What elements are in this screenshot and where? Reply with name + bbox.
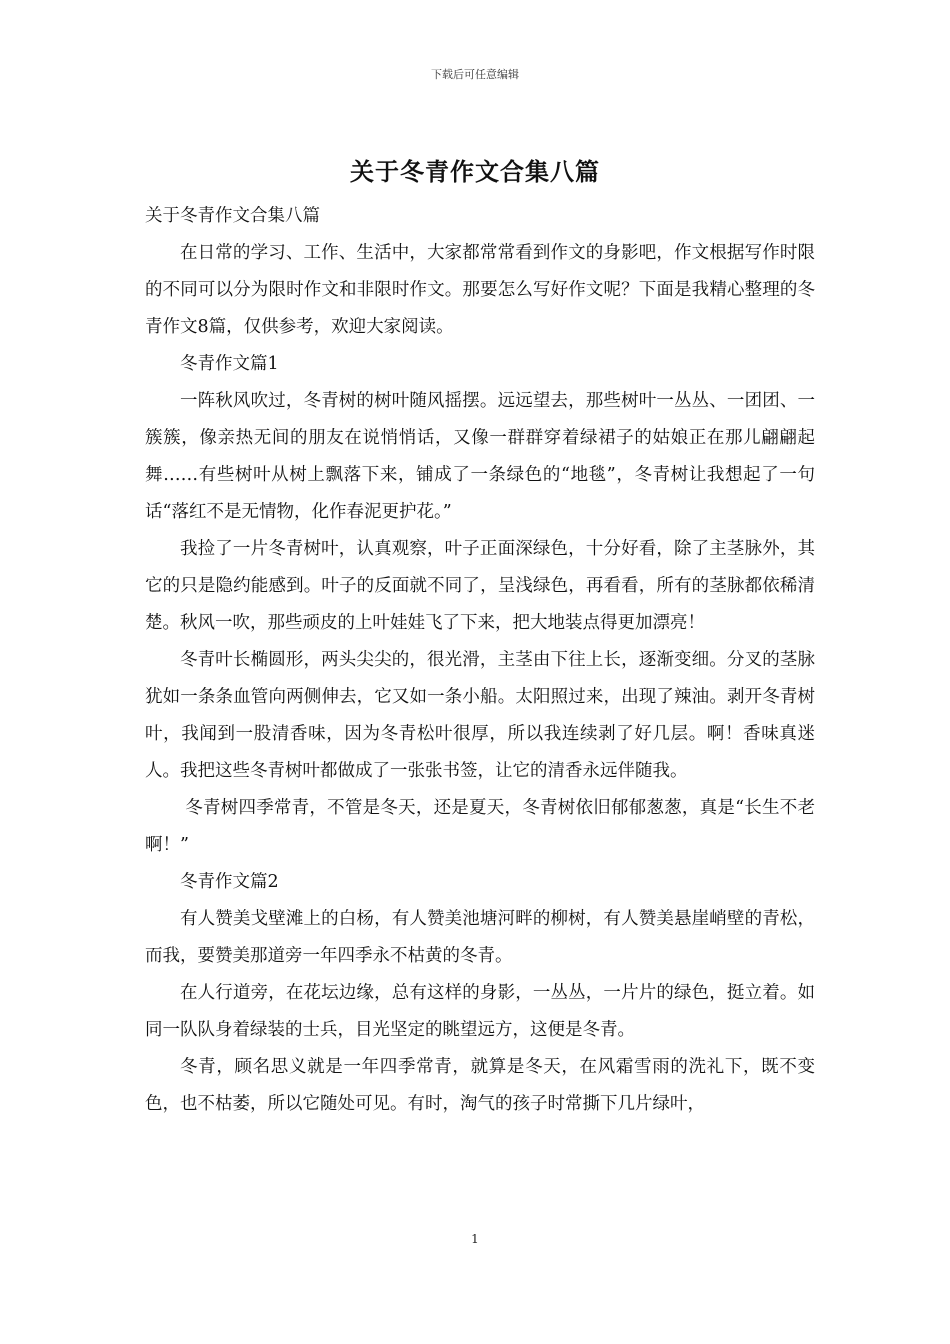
- page-header-note: 下载后可任意编辑: [431, 68, 519, 81]
- section-heading-1: 冬青作文篇1: [180, 354, 279, 374]
- document-title: 关于冬青作文合集八篇: [350, 157, 600, 186]
- section-1-paragraph-1: 一阵秋风吹过，冬青树的树叶随风摇摆。远远望去，那些树叶一丛丛、一团团、一簇簇，像亲热无间的朋友在说悄悄话，又像一群群穿着绿裙子的姑娘正在那儿翩翩起舞……有些树叶从树上飘落下来，铺成了一条绿色的“地毯”，冬青树让我想起了一句话“落红不是无情物，化作春泥更护花。”: [145, 391, 815, 522]
- document-subtitle: 关于冬青作文合集八篇: [145, 206, 320, 226]
- section-1-paragraph-2: 我捡了一片冬青树叶，认真观察，叶子正面深绿色，十分好看，除了主茎脉外，其它的只是隐约能感到。叶子的反面就不同了，呈浅绿色，再看看，所有的茎脉都依稀清楚。秋风一吹，那些顽皮的上叶娃娃飞了下来，把大地装点得更加漂亮！: [145, 539, 815, 633]
- section-2-paragraph-2: 在人行道旁，在花坛边缘，总有这样的身影，一丛丛，一片片的绿色，挺立着。如同一队队身着绿装的士兵，目光坚定的眺望远方，这便是冬青。: [145, 983, 815, 1040]
- intro-paragraph: 在日常的学习、工作、生活中，大家都常常看到作文的身影吧，作文根据写作时限的不同可以分为限时作文和非限时作文。那要怎么写好作文呢？下面是我精心整理的冬青作文8篇，仅供参考，欢迎大家阅读。: [145, 243, 815, 337]
- section-2-paragraph-1: 有人赞美戈壁滩上的白杨，有人赞美池塘河畔的柳树，有人赞美悬崖峭壁的青松，而我，要赞美那道旁一年四季永不枯黄的冬青。: [145, 909, 815, 966]
- section-heading-2: 冬青作文篇2: [180, 872, 279, 892]
- section-1-paragraph-4: 冬青树四季常青，不管是冬天，还是夏天，冬青树依旧郁郁葱葱，真是“长生不老啊！”: [145, 798, 815, 855]
- page-number: 1: [471, 1232, 479, 1246]
- document-body: [145, 198, 815, 1123]
- section-2-paragraph-3: 冬青，顾名思义就是一年四季常青，就算是冬天，在风霜雪雨的洗礼下，既不变色，也不枯萎，所以它随处可见。有时，淘气的孩子时常撕下几片绿叶，: [145, 1057, 815, 1114]
- section-1-paragraph-3: 冬青叶长椭圆形，两头尖尖的，很光滑，主茎由下往上长，逐渐变细。分叉的茎脉犹如一条条血管向两侧伸去，它又如一条小船。太阳照过来，出现了辣油。剥开冬青树叶，我闻到一股清香味，因为冬青松叶很厚，所以我连续剥了好几层。啊！香味真迷人。我把这些冬青树叶都做成了一张张书签，让它的清香永远伴随我。: [145, 650, 815, 781]
